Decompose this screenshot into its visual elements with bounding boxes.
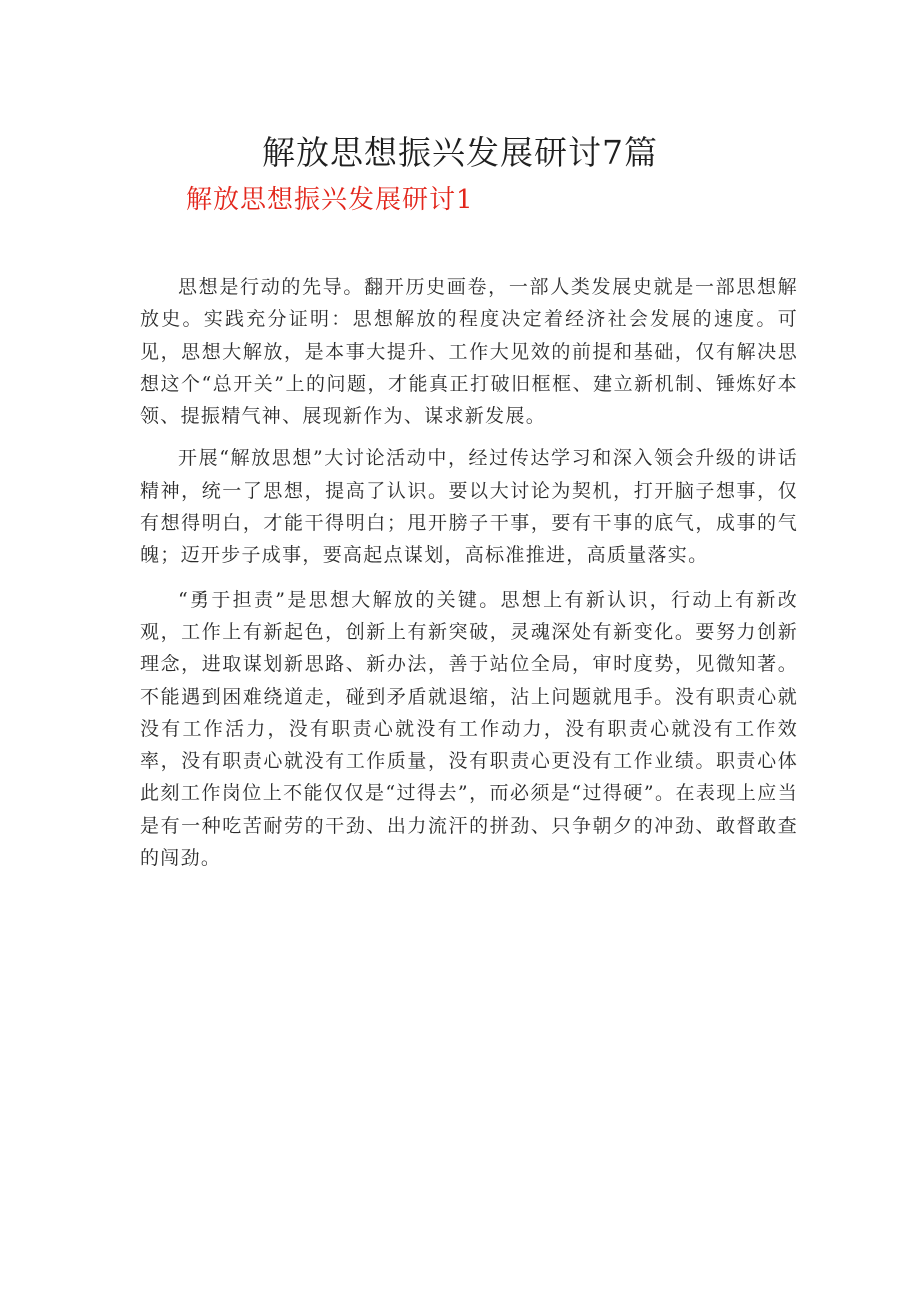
section-heading: 解放思想振兴发展研讨1 — [186, 185, 474, 215]
paragraph-2: 开展“解放思想”大讨论活动中，经过传达学习和深入领会升级的讲话精神，统一了思想，提高了认识。要以大讨论为契机，打开脑子想事，仅有想得明白，才能干得明白；甩开膀子干事，要有干事的底气，成事的气魄；迈开步子成事，要高起点谋划，高标准推进，高质量落实。 — [140, 447, 798, 567]
paragraph-1: 思想是行动的先导。翻开历史画卷，一部人类发展史就是一部思想解放史。实践充分证明：思想解放的程度决定着经济社会发展的速度。可见，思想大解放，是本事大提升、工作大见效的前提和基础，仅有解决思想这个“总开关”上的问题，才能真正打破旧框框、建立新机制、锤炼好本领、提振精气神、展现新作为、谋求新发展。 — [140, 276, 798, 428]
paragraph-3: “勇于担责”是思想大解放的关键。思想上有新认识，行动上有新改观，工作上有新起色，创新上有新突破，灵魂深处有新变化。要努力创新理念，进取谋划新思路、新办法，善于站位全局，审时度势，见微知著。不能遇到困难绕道走，碰到矛盾就退缩，沾上问题就甩手。没有职责心就没有工作活力，没有职责心就没有工作动力，没有职责心就没有工作效率，没有职责心就没有工作质量，没有职责心更没有工作业绩。职责心体此刻工作岗位上不能仅仅是“过得去”，而必须是“过得硬”。在表现上应当是有一种吃苦耐劳的干劲、出力流汗的拼劲、只争朝夕的冲劲、敢督敢查的闯劲。 — [140, 588, 798, 870]
document-body — [140, 271, 798, 882]
document-title: 解放思想振兴发展研讨7篇 — [262, 133, 658, 172]
